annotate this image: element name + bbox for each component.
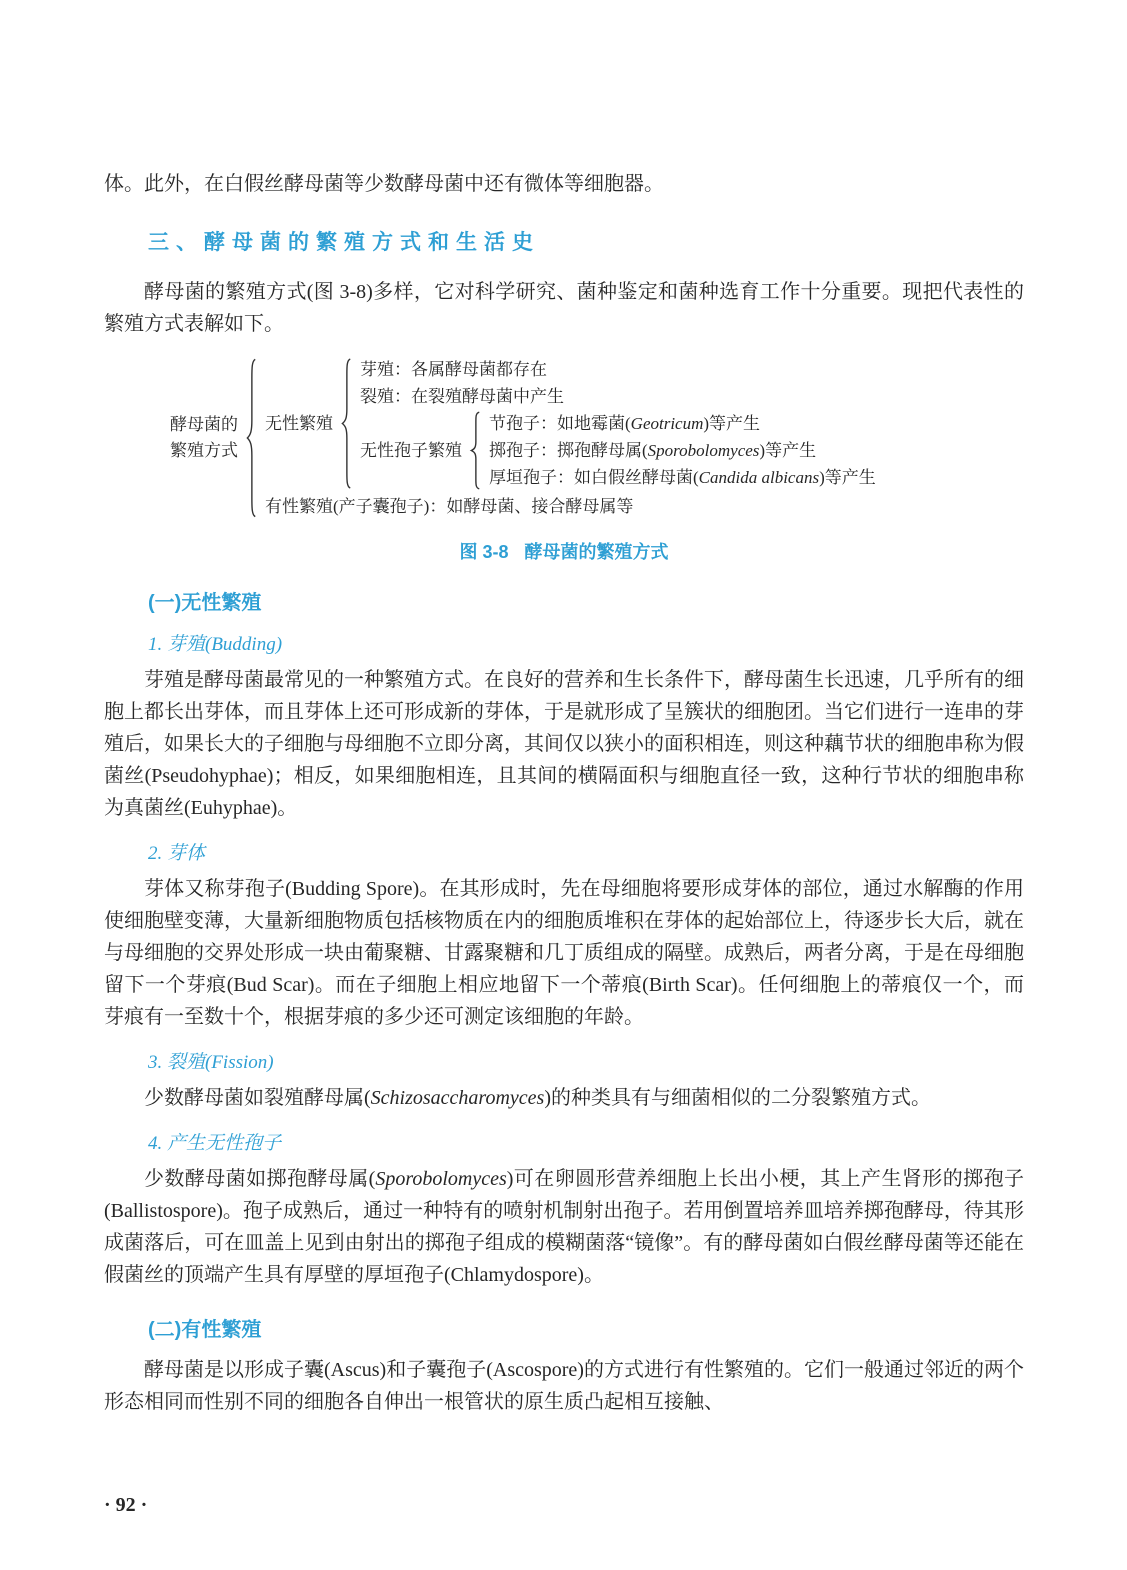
continuation-paragraph: 体。此外，在白假丝酵母菌等少数酵母菌中还有微体等细胞器。 xyxy=(104,173,664,195)
diagram-asexual-label: 无性繁殖 xyxy=(265,414,333,433)
paragraph-budding: 芽殖是酵母菌最常见的一种繁殖方式。在良好的营养和生长条件下，酵母菌生长迅速，几乎所有的细胞上都长出芽体，而且芽体上还可形成新的芽体，于是就形成了呈簇状的细胞团。当它们进行一连串的芽殖后，如果长大的子细胞与母细胞不立即分离，其间仅以狭小的面积相连，则这种藕节状的细胞串称为假菌丝(Pseudohyphae)；相反，如果细胞相连，且其间的横隔面积与细胞直径一致，这种行节状的细胞串称为真菌丝(Euhyphae)。 xyxy=(104,669,1024,819)
figure-diagram xyxy=(170,356,1024,520)
diagram-spore-branch xyxy=(489,410,876,491)
diagram-root-row xyxy=(170,356,1024,520)
figure-caption-label: 图 3-8 xyxy=(459,542,509,562)
paragraph-fission: 少数酵母菌如裂殖酵母属(Schizosaccharomyces)的种类具有与细菌相似的二分裂繁殖方式。 xyxy=(144,1087,931,1109)
content-area xyxy=(104,168,1024,1418)
diagram-root-label xyxy=(170,412,238,464)
section-heading: 三、酵母菌的繁殖方式和生活史 xyxy=(148,231,540,254)
heading-budding: 1. 芽殖(Budding) xyxy=(148,634,283,655)
diagram-leaf-chlamydospore: 厚垣孢子：如白假丝酵母菌(Candida albicans)等产生 xyxy=(489,468,876,487)
figure-caption xyxy=(104,538,1024,564)
figure-caption-title: 酵母菌的繁殖方式 xyxy=(524,542,669,562)
heading-bud: 2. 芽体 xyxy=(148,843,206,864)
diagram-asexual-branch xyxy=(360,356,876,491)
diagram-root-label-line2: 繁殖方式 xyxy=(170,441,238,460)
subsection-heading-asexual: (一)无性繁殖 xyxy=(148,592,262,614)
diagram-leaf-fission: 裂殖：在裂殖酵母菌中产生 xyxy=(360,387,564,406)
heading-fission: 3. 裂殖(Fission) xyxy=(148,1052,274,1073)
diagram-root-branch xyxy=(265,356,876,520)
diagram-spore-row xyxy=(360,410,876,491)
diagram-spore-label: 无性孢子繁殖 xyxy=(360,441,462,460)
curly-brace-icon xyxy=(339,357,354,490)
page-number: · 92 · xyxy=(104,1494,148,1516)
curly-brace-icon xyxy=(468,411,483,490)
curly-brace-icon xyxy=(244,357,259,519)
intro-paragraph: 酵母菌的繁殖方式(图 3-8)多样，它对科学研究、菌种鉴定和菌种选育工作十分重要。现把代表性的繁殖方式表解如下。 xyxy=(104,281,1024,335)
heading-asexual-spores: 4. 产生无性孢子 xyxy=(148,1133,282,1154)
paragraph-sexual: 酵母菌是以形成子囊(Ascus)和子囊孢子(Ascospore)的方式进行有性繁殖的。它们一般通过邻近的两个形态相同而性别不同的细胞各自伸出一根管状的原生质凸起相互接触、 xyxy=(104,1359,1024,1413)
diagram-leaf-ballistospore: 掷孢子：掷孢酵母属(Sporobolomyces)等产生 xyxy=(489,441,817,460)
diagram-root-label-line1: 酵母菌的 xyxy=(170,415,238,434)
diagram-asexual-row xyxy=(265,356,876,491)
subsection-heading-sexual: (二)有性繁殖 xyxy=(148,1319,262,1341)
paragraph-asexual-spores: 少数酵母菌如掷孢酵母属(Sporobolomyces)可在卵圆形营养细胞上长出小梗，其上产生肾形的掷孢子(Ballistospore)。孢子成熟后，通过一种特有的喷射机制射出孢子。若用倒置培养皿培养掷孢酵母，待其形成菌落后，可在皿盖上见到由射出的掷孢子组成的模糊菌落“镜像”。有的酵母菌如白假丝酵母菌等还能在假菌丝的顶端产生具有厚壁的厚垣孢子(Chlamydospore)。 xyxy=(104,1168,1024,1286)
diagram-leaf-sexual: 有性繁殖(产子囊孢子)：如酵母菌、接合酵母属等 xyxy=(265,497,634,516)
diagram-leaf-arthrospore: 节孢子：如地霉菌(Geotricum)等产生 xyxy=(489,414,761,433)
paragraph-bud: 芽体又称芽孢子(Budding Spore)。在其形成时，先在母细胞将要形成芽体的部位，通过水解酶的作用使细胞壁变薄，大量新细胞物质包括核物质在内的细胞质堆积在芽体的起始部位上，待逐步长大后，就在与母细胞的交界处形成一块由葡聚糖、甘露聚糖和几丁质组成的隔壁。成熟后，两者分离，于是在母细胞留下一个芽痕(Bud Scar)。而在子细胞上相应地留下一个蒂痕(Birth Scar)。任何细胞上的蒂痕仅一个，而芽痕有一至数十个，根据芽痕的多少还可测定该细胞的年龄。 xyxy=(104,878,1024,1028)
diagram-leaf-budding: 芽殖：各属酵母菌都存在 xyxy=(360,360,547,379)
